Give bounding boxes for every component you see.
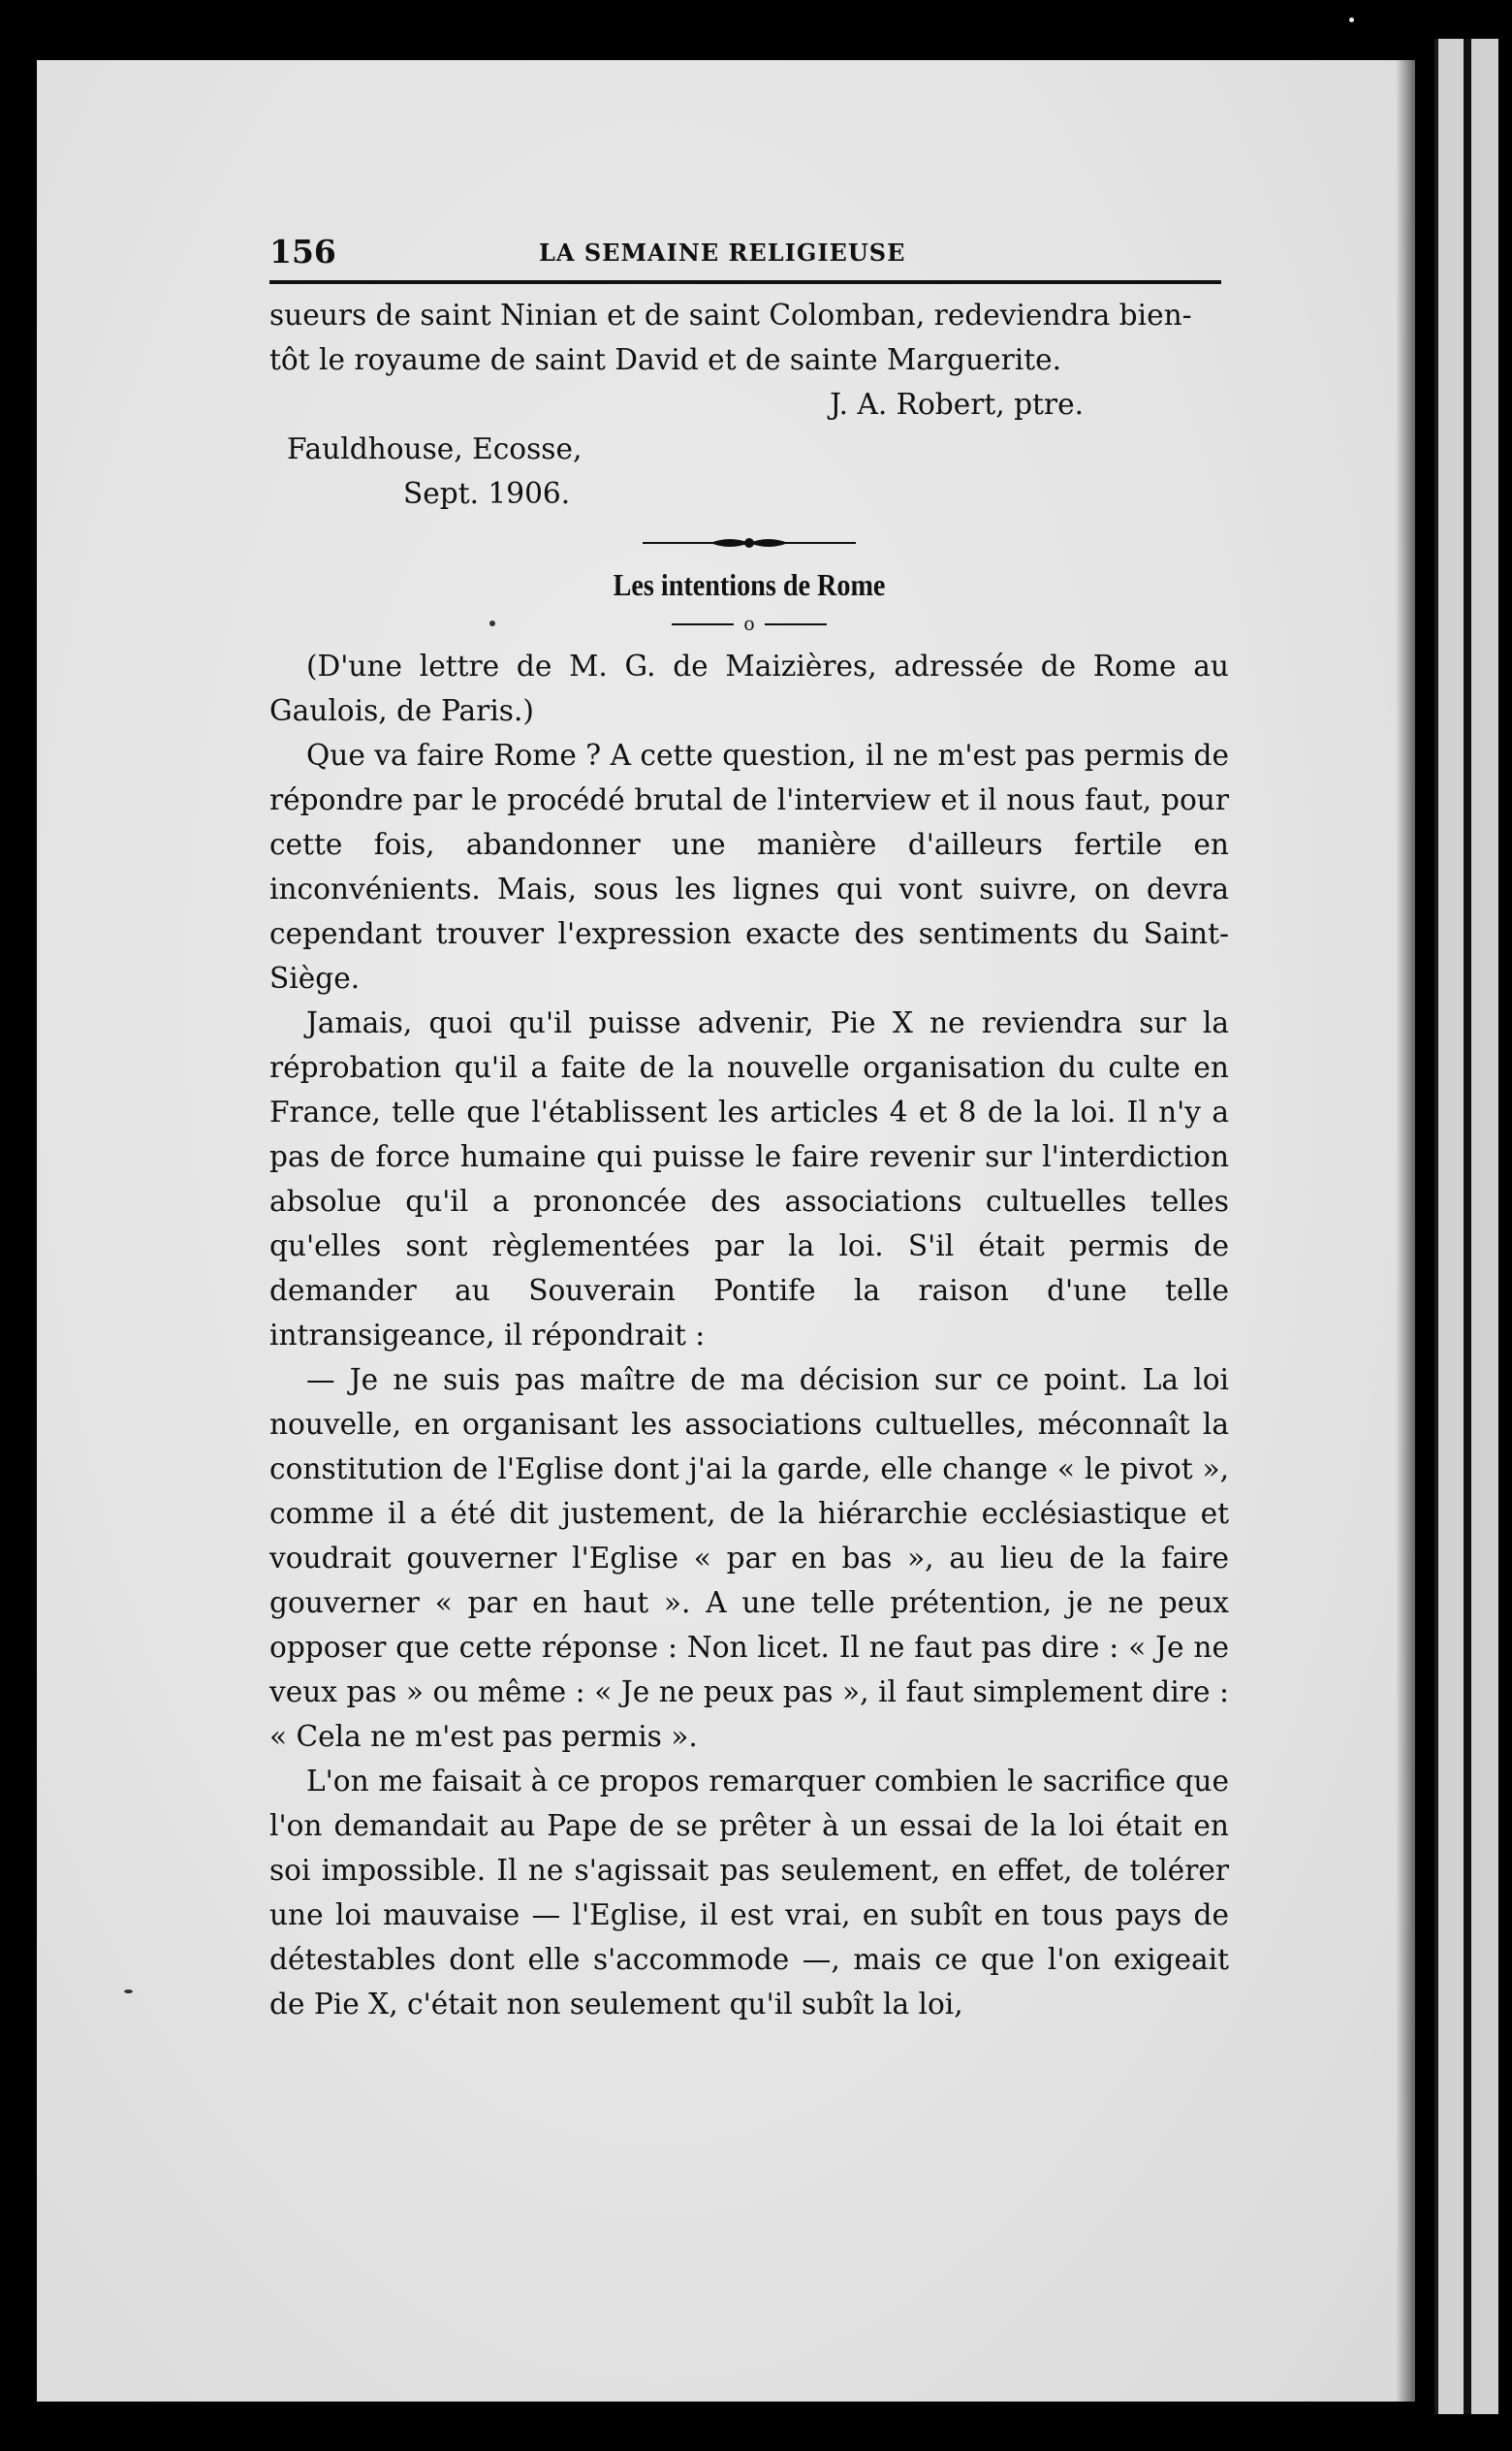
page-body [269,293,1229,2026]
intro-line: tôt le royaume de saint David et de sainte Marguerite. [269,343,1062,376]
speck-mark [124,1989,133,1993]
page-header [269,221,1229,279]
source-note: (D'une lettre de M. G. de Maizières, adressée de Rome au Gaulois, de Paris.) [269,650,1229,727]
intro-line: sueurs de saint Ninian et de saint Colomban, redeviendra bien- [269,299,1192,332]
article-paragraph: L'on me faisait à ce propos remarquer combien le sacrifice que l'on demandait au Pape de se prêter à un essai de la loi était en soi impossible. Il ne s'agissait pas seulement, en effet, de tolérer une loi mauvaise — l'Eglise, il est vrai, en subît en tous pays de détestables dont elle s'accommode —, mais ce que l'on exigeait de Pie X, c'était non seulement qu'il subît la loi, [269,1765,1229,2021]
separator-glyph: o [743,611,755,634]
page-number: 156 [269,233,336,271]
article-title: Les intentions de Rome [613,567,886,602]
author-signature: J. A. Robert, ptre. [830,388,1084,421]
article-paragraph: Jamais, quoi qu'il puisse advenir, Pie X ne reviendra sur la réprobation qu'il a faite de la nouvelle organisation du culte en France, telle que l'établissent les articles 4 et 8 de la loi. Il n'y a pas de force humaine qui puisse le faire revenir sur l'interdiction absolue qu'il a prononcée des associations cultuelles telles qu'elles sont règlementées par la loi. S'il était permis de demander au Souverain Pontife la raison d'une telle intransigeance, il répondrait : [269,1006,1229,1352]
dateline-place: Fauldhouse, Ecosse, [287,432,583,465]
article-paragraph: — Je ne suis pas maître de ma décision sur ce point. La loi nouvelle, en organisant les associations cultuelles, méconnaît la constitution de l'Eglise dont j'ai la garde, elle change « le pivot », comme il a été dit justement, de la hiérarchie ecclésiastique et voudrait gouverner l'Eglise « par en bas », au lieu de la faire gouverner « par en haut ». A une telle prétention, je ne peux opposer que cette réponse : Non licet. Il ne faut pas dire : « Je ne veux pas » ou même : « Je ne peux pas », il faut simplement dire : « Cela ne m'est pas permis ». [269,1363,1229,1753]
section-ornament [643,531,856,555]
article-paragraph: Que va faire Rome ? A cette question, il ne m'est pas permis de répondre par le procédé brutal de l'interview et il nous faut, pour cette fois, abandonner une manière d'ailleurs fertile en inconvénients. Mais, sous les lignes qui vont suivre, on devra cependant trouver l'expression exacte des sentiments du Saint-Siège. [269,739,1229,995]
header-rule [269,280,1221,284]
dateline-date: Sept. 1906. [403,477,571,510]
running-title: LA SEMAINE RELIGIEUSE [539,239,906,267]
speck-mark [1349,17,1354,22]
page-gutter-shadow [1396,60,1415,2402]
binding-edge [1464,39,1471,2414]
page-text-block [269,221,1229,2026]
title-separator [672,611,827,634]
